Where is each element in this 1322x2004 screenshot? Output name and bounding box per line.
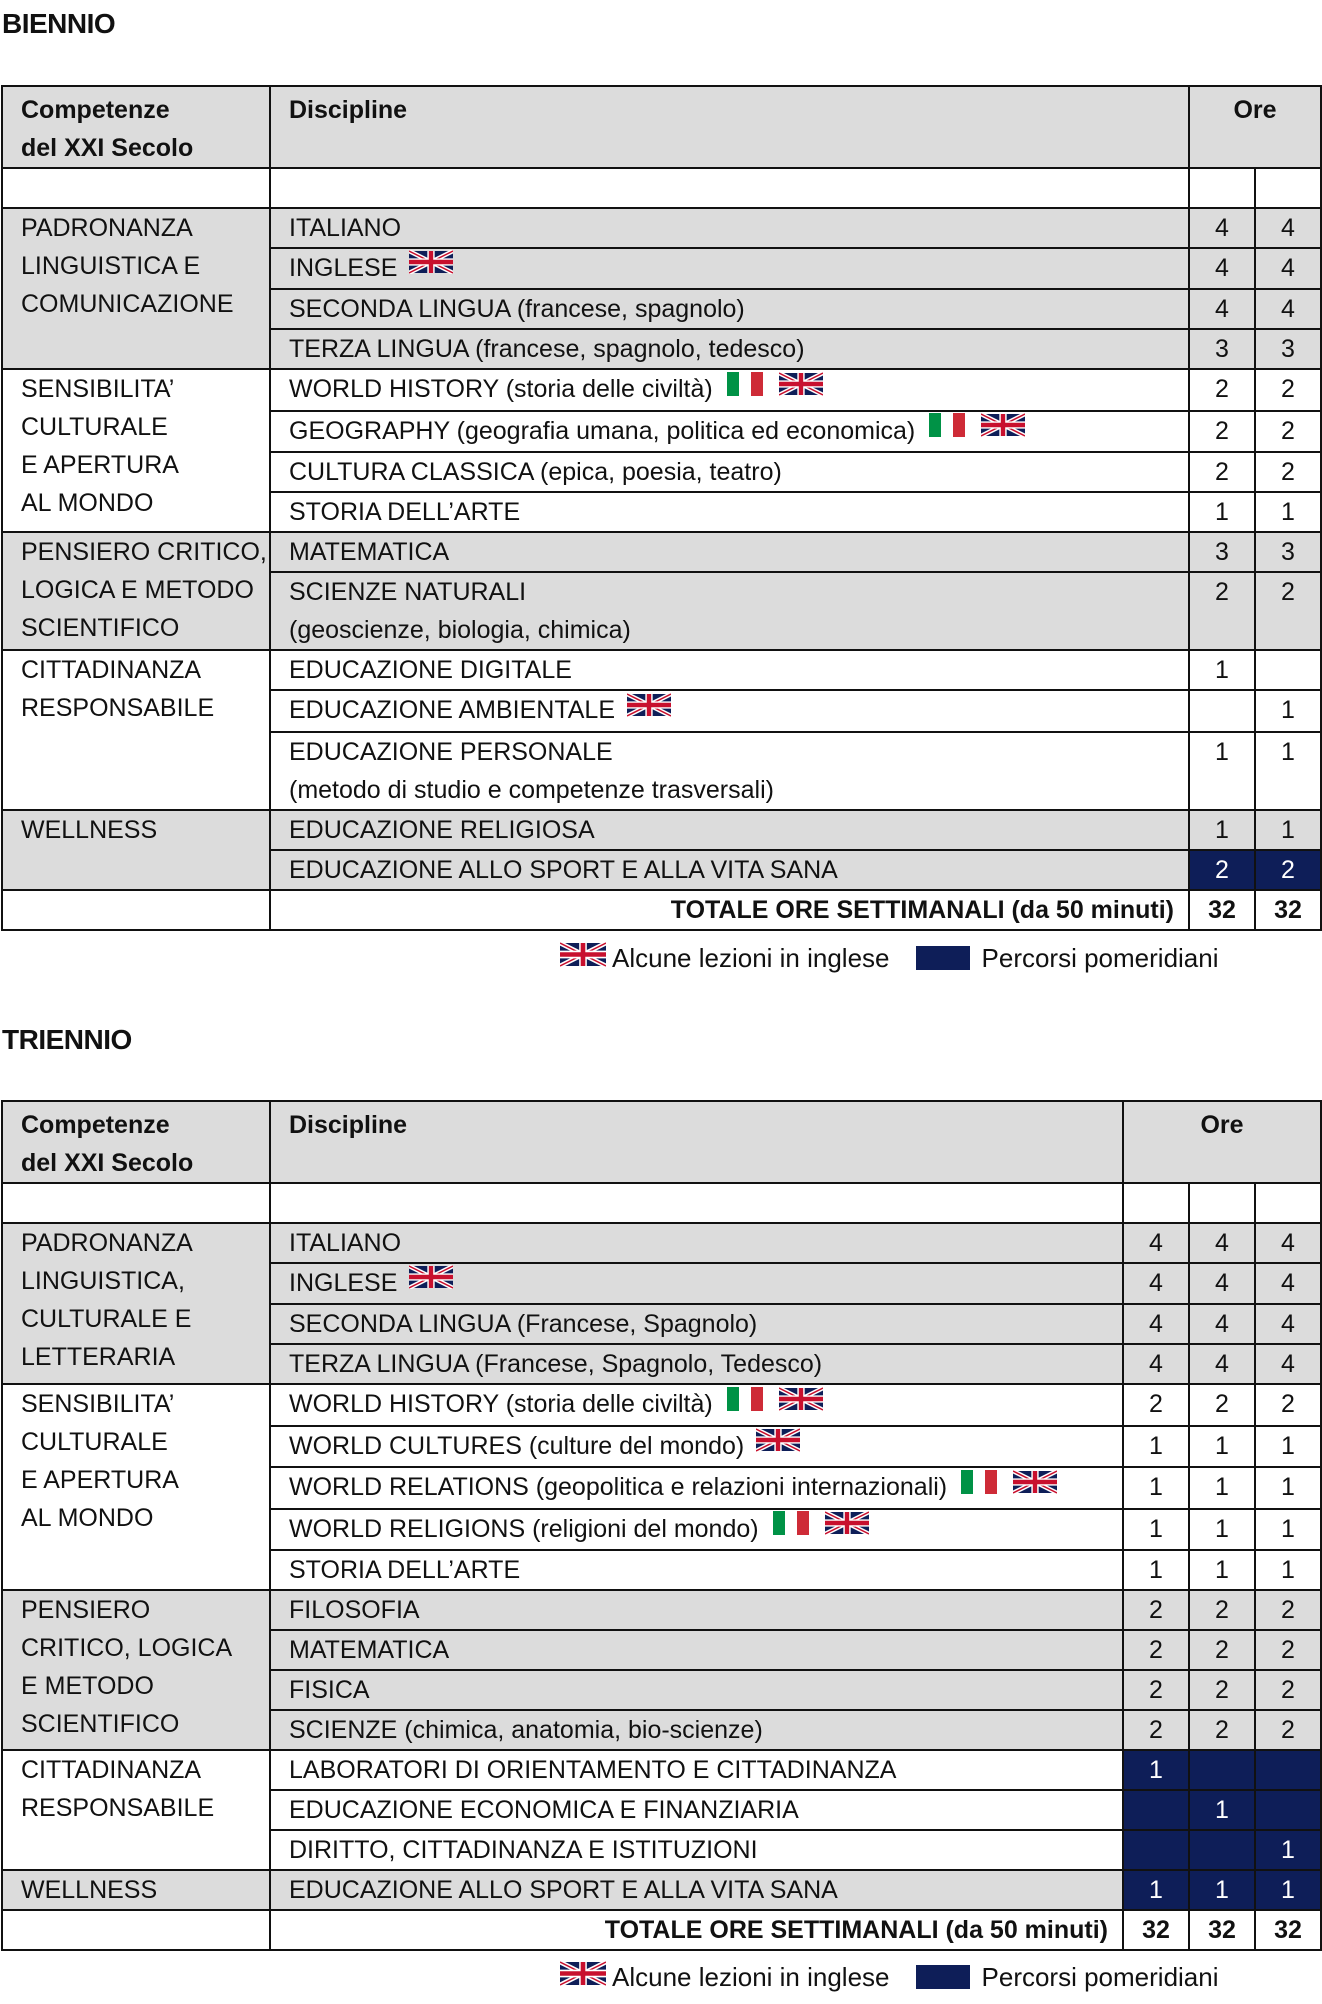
ore-cell: 1 [1123, 1550, 1189, 1590]
uk-flag-icon [825, 1509, 869, 1546]
uk-flag-icon [627, 690, 671, 727]
header-discipline: Discipline [270, 1101, 1123, 1183]
ore-cell: 1 [1189, 1870, 1255, 1910]
ore-cell: 2 [1189, 1590, 1255, 1630]
disciplina-cell: SCIENZE NATURALI (geoscienze, biologia, chimica) [270, 572, 1189, 650]
ore-cell: 1 [1255, 810, 1321, 850]
blank-cell [1255, 168, 1321, 208]
blank-cell [2, 168, 270, 208]
ore-cell: 4 [1255, 289, 1321, 329]
disciplina-cell: INGLESE [270, 1263, 1123, 1304]
ore-cell [1255, 1790, 1321, 1830]
disciplina-cell: MATEMATICA [270, 532, 1189, 572]
disciplina-cell: EDUCAZIONE PERSONALE (metodo di studio e competenze trasversali) [270, 732, 1189, 810]
ore-cell: 1 [1189, 1550, 1255, 1590]
blank-cell [1189, 168, 1255, 208]
table-row [2, 810, 1321, 850]
ore-cell: 1 [1123, 1509, 1189, 1550]
ore-cell: 2 [1189, 1384, 1255, 1425]
biennio-table [1, 85, 1322, 931]
italy-flag-icon [771, 1509, 811, 1546]
disciplina-cell: WORLD RELATIONS (geopolitica e relazioni internazionali) [270, 1467, 1123, 1508]
disciplina-cell: EDUCAZIONE ECONOMICA E FINANZIARIA [270, 1790, 1123, 1830]
disciplina-cell: ITALIANO [270, 1223, 1123, 1263]
ore-cell [1189, 1750, 1255, 1790]
disciplina-cell: SCIENZE (chimica, anatomia, bio-scienze) [270, 1710, 1123, 1750]
ore-cell: 1 [1123, 1750, 1189, 1790]
disciplina-cell: TERZA LINGUA (Francese, Spagnolo, Tedesco) [270, 1344, 1123, 1384]
blank-cell [270, 1183, 1123, 1223]
ore-cell [1255, 650, 1321, 690]
biennio-legend [560, 942, 1245, 974]
table-row [2, 208, 1321, 248]
ore-cell: 2 [1255, 1630, 1321, 1670]
competenza-cell: SENSIBILITA’ CULTURALE E APERTURA AL MONDO [2, 1384, 270, 1590]
disciplina-cell: INGLESE [270, 248, 1189, 289]
blank-cell [1189, 1183, 1255, 1223]
ore-cell: 1 [1255, 690, 1321, 731]
ore-cell: 3 [1255, 329, 1321, 369]
ore-cell: 2 [1255, 1590, 1321, 1630]
blank-cell [270, 168, 1189, 208]
ore-cell: 1 [1189, 732, 1255, 810]
uk-flag-icon [409, 248, 453, 285]
ore-cell: 4 [1189, 248, 1255, 289]
legend-english: Alcune lezioni in inglese [612, 1961, 890, 1992]
competenza-cell: PENSIERO CRITICO, LOGICA E METODO SCIENTIFICO [2, 1590, 270, 1750]
header-competenze: Competenze del XXI Secolo [2, 86, 270, 168]
totale-ore: 32 [1189, 890, 1255, 930]
competenza-cell: PENSIERO CRITICO, LOGICA E METODO SCIENTIFICO [2, 532, 270, 650]
disciplina-cell: DIRITTO, CITTADINANZA E ISTITUZIONI [270, 1830, 1123, 1870]
ore-cell: 3 [1189, 532, 1255, 572]
disciplina-cell: LABORATORI DI ORIENTAMENTO E CITTADINANZA [270, 1750, 1123, 1790]
uk-flag-icon [560, 942, 606, 974]
disciplina-cell: WORLD RELIGIONS (religioni del mondo) [270, 1509, 1123, 1550]
ore-cell: 4 [1123, 1344, 1189, 1384]
triennio-table [1, 1100, 1322, 1951]
ore-cell: 2 [1255, 572, 1321, 650]
uk-flag-icon [779, 1384, 823, 1421]
blank-cell [1123, 1183, 1189, 1223]
disciplina-cell: FISICA [270, 1670, 1123, 1710]
italy-flag-icon [959, 1467, 999, 1504]
blank-cell [1255, 1183, 1321, 1223]
header-ore: Ore [1189, 86, 1321, 168]
ore-cell: 4 [1123, 1304, 1189, 1344]
ore-cell: 4 [1189, 289, 1255, 329]
ore-cell: 2 [1255, 452, 1321, 492]
ore-cell: 1 [1255, 732, 1321, 810]
competenza-cell: PADRONANZA LINGUISTICA, CULTURALE E LETTERARIA [2, 1223, 270, 1384]
ore-cell: 1 [1189, 492, 1255, 532]
ore-cell: 3 [1189, 329, 1255, 369]
table-row [2, 1870, 1321, 1910]
disciplina-cell: EDUCAZIONE DIGITALE [270, 650, 1189, 690]
legend-english: Alcune lezioni in inglese [612, 942, 890, 973]
disciplina-cell: SECONDA LINGUA (francese, spagnolo) [270, 289, 1189, 329]
disciplina-cell: ITALIANO [270, 208, 1189, 248]
uk-flag-icon [560, 1961, 606, 1993]
ore-cell: 2 [1123, 1384, 1189, 1425]
table-row [2, 1590, 1321, 1630]
ore-cell: 1 [1123, 1870, 1189, 1910]
ore-cell: 1 [1189, 1467, 1255, 1508]
ore-cell: 1 [1255, 1426, 1321, 1467]
ore-cell: 4 [1189, 1344, 1255, 1384]
ore-cell: 2 [1189, 1670, 1255, 1710]
ore-cell: 2 [1189, 850, 1255, 890]
ore-cell: 2 [1189, 411, 1255, 452]
ore-cell: 1 [1189, 650, 1255, 690]
italy-flag-icon [927, 411, 967, 448]
ore-cell: 2 [1123, 1670, 1189, 1710]
ore-cell: 1 [1189, 1426, 1255, 1467]
header-competenze: Competenze del XXI Secolo [2, 1101, 270, 1183]
disciplina-cell: EDUCAZIONE ALLO SPORT E ALLA VITA SANA [270, 1870, 1123, 1910]
ore-cell: 4 [1255, 208, 1321, 248]
biennio-title: BIENNIO [2, 8, 116, 39]
ore-cell: 1 [1255, 1467, 1321, 1508]
table-row [2, 1750, 1321, 1790]
ore-cell: 2 [1255, 369, 1321, 410]
disciplina-cell: WORLD HISTORY (storia delle civiltà) [270, 369, 1189, 410]
header-discipline: Discipline [270, 86, 1189, 168]
totale-label: TOTALE ORE SETTIMANALI (da 50 minuti) [270, 1910, 1123, 1950]
afternoon-swatch [916, 1965, 970, 1989]
disciplina-cell: FILOSOFIA [270, 1590, 1123, 1630]
italy-flag-icon [725, 369, 765, 406]
disciplina-cell: TERZA LINGUA (francese, spagnolo, tedesco) [270, 329, 1189, 369]
legend-afternoon: Percorsi pomeridiani [981, 942, 1219, 973]
ore-cell: 4 [1255, 1344, 1321, 1384]
competenza-cell: PADRONANZA LINGUISTICA E COMUNICAZIONE [2, 208, 270, 369]
afternoon-swatch [916, 946, 970, 970]
uk-flag-icon [981, 411, 1025, 448]
header-ore: Ore [1123, 1101, 1321, 1183]
italy-flag-icon [725, 1384, 765, 1421]
ore-cell: 3 [1255, 532, 1321, 572]
ore-cell: 1 [1189, 1790, 1255, 1830]
ore-cell: 1 [1189, 810, 1255, 850]
ore-cell: 1 [1255, 1830, 1321, 1870]
ore-cell: 2 [1189, 572, 1255, 650]
disciplina-cell: CULTURA CLASSICA (epica, poesia, teatro) [270, 452, 1189, 492]
ore-cell: 4 [1189, 1263, 1255, 1304]
ore-cell: 1 [1123, 1467, 1189, 1508]
table-row [2, 369, 1321, 410]
ore-cell: 2 [1123, 1590, 1189, 1630]
ore-cell: 1 [1189, 1509, 1255, 1550]
ore-cell: 2 [1255, 1670, 1321, 1710]
ore-cell: 2 [1123, 1710, 1189, 1750]
table-row [2, 650, 1321, 690]
ore-cell: 2 [1189, 1630, 1255, 1670]
ore-cell: 2 [1255, 850, 1321, 890]
totale-label: TOTALE ORE SETTIMANALI (da 50 minuti) [270, 890, 1189, 930]
ore-cell [1189, 690, 1255, 731]
disciplina-cell: STORIA DELL’ARTE [270, 1550, 1123, 1590]
ore-cell: 4 [1189, 1223, 1255, 1263]
ore-cell: 4 [1123, 1223, 1189, 1263]
table-row [2, 1384, 1321, 1425]
legend-afternoon: Percorsi pomeridiani [981, 1961, 1219, 1992]
blank-cell [2, 1910, 270, 1950]
ore-cell: 4 [1189, 1304, 1255, 1344]
totale-ore: 32 [1123, 1910, 1189, 1950]
ore-cell [1123, 1830, 1189, 1870]
ore-cell: 4 [1255, 1304, 1321, 1344]
competenza-cell: CITTADINANZA RESPONSABILE [2, 1750, 270, 1870]
competenza-cell: SENSIBILITA’ CULTURALE E APERTURA AL MONDO [2, 369, 270, 532]
disciplina-cell: SECONDA LINGUA (Francese, Spagnolo) [270, 1304, 1123, 1344]
ore-cell: 2 [1123, 1630, 1189, 1670]
ore-cell: 2 [1255, 411, 1321, 452]
disciplina-cell: EDUCAZIONE RELIGIOSA [270, 810, 1189, 850]
ore-cell: 2 [1189, 1710, 1255, 1750]
disciplina-cell: WORLD HISTORY (storia delle civiltà) [270, 1384, 1123, 1425]
uk-flag-icon [409, 1263, 453, 1300]
ore-cell: 1 [1255, 1870, 1321, 1910]
totale-ore: 32 [1189, 1910, 1255, 1950]
ore-cell: 1 [1255, 492, 1321, 532]
ore-cell: 2 [1255, 1710, 1321, 1750]
ore-cell: 2 [1189, 452, 1255, 492]
disciplina-cell: WORLD CULTURES (culture del mondo) [270, 1426, 1123, 1467]
triennio-title: TRIENNIO [2, 1024, 132, 1055]
competenza-cell: WELLNESS [2, 810, 270, 890]
disciplina-cell: EDUCAZIONE ALLO SPORT E ALLA VITA SANA [270, 850, 1189, 890]
uk-flag-icon [779, 369, 823, 406]
ore-cell: 4 [1123, 1263, 1189, 1304]
ore-cell: 4 [1255, 1223, 1321, 1263]
blank-cell [2, 1183, 270, 1223]
table-row [2, 1223, 1321, 1263]
disciplina-cell: STORIA DELL’ARTE [270, 492, 1189, 532]
disciplina-cell: EDUCAZIONE AMBIENTALE [270, 690, 1189, 731]
ore-cell: 2 [1189, 369, 1255, 410]
disciplina-cell: MATEMATICA [270, 1630, 1123, 1670]
ore-cell [1123, 1790, 1189, 1830]
ore-cell: 4 [1189, 208, 1255, 248]
ore-cell: 4 [1255, 248, 1321, 289]
competenza-cell: CITTADINANZA RESPONSABILE [2, 650, 270, 809]
ore-cell [1189, 1830, 1255, 1870]
disciplina-cell: GEOGRAPHY (geografia umana, politica ed economica) [270, 411, 1189, 452]
ore-cell: 4 [1255, 1263, 1321, 1304]
totale-ore: 32 [1255, 1910, 1321, 1950]
ore-cell: 1 [1255, 1509, 1321, 1550]
competenza-cell: WELLNESS [2, 1870, 270, 1910]
uk-flag-icon [1013, 1467, 1057, 1504]
ore-cell: 1 [1255, 1550, 1321, 1590]
totale-ore: 32 [1255, 890, 1321, 930]
ore-cell: 1 [1123, 1426, 1189, 1467]
blank-cell [2, 890, 270, 930]
table-row [2, 532, 1321, 572]
ore-cell [1255, 1750, 1321, 1790]
uk-flag-icon [756, 1426, 800, 1463]
ore-cell: 2 [1255, 1384, 1321, 1425]
triennio-legend [560, 1961, 1245, 1993]
